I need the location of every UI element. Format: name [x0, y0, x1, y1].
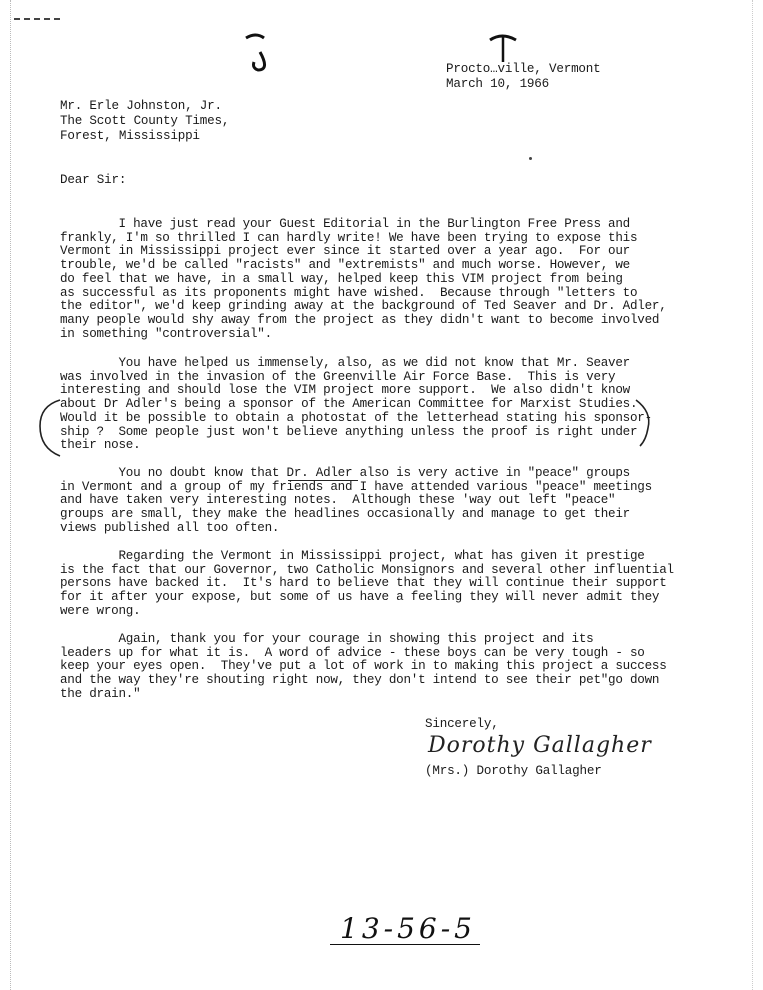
paragraph-line: views published all too often.: [60, 520, 280, 535]
closing: Sincerely,: [425, 717, 499, 731]
paragraph-line: were wrong.: [60, 603, 141, 618]
paragraph-line: leaders up for what it is. A word of advice - these boys can be very tough - so: [60, 645, 645, 660]
paragraph-line: You have helped us immensely, also, as we did not know that Mr. Seaver: [60, 356, 630, 370]
paragraph-line: persons have backed it. It's hard to believe that they will continue their support: [60, 576, 667, 591]
paragraph-line: about Dr Adler's being a sponsor of the American Committee for Marxist Studies.: [60, 397, 638, 412]
paragraph-line: in Vermont and a group of my friends and I have attended various "peace" meetings: [60, 479, 652, 494]
paragraph-5: [60, 633, 667, 702]
place-line: Procto…ville, Vermont: [446, 62, 601, 76]
paragraph-line: and the way they're shouting right now, they don't intend to see their pet"go down: [60, 673, 660, 688]
left-bracket-mark: [34, 396, 64, 460]
paragraph-line: in something "controversial".: [60, 326, 272, 341]
paragraph-line: You no doubt know that Dr. Adler also is very active in "peace" groups: [60, 466, 630, 480]
paragraph-line: trouble, we'd be called "racists" and "extremists" and much worse. However, we: [60, 258, 630, 273]
paragraph-line: I have just read your Guest Editorial in the Burlington Free Press and: [60, 217, 630, 231]
paragraph-line: is the fact that our Governor, two Catholic Monsignors and several other influential: [60, 562, 674, 577]
paragraph-2: [60, 357, 652, 453]
paragraph-4: [60, 550, 674, 619]
paragraph-1: [60, 218, 667, 341]
paragraph-line: Again, thank you for your courage in showing this project and its: [60, 632, 594, 646]
paragraph-line: many people would shy away from the project as they didn't want to become involved: [60, 312, 660, 327]
paragraph-line: Regarding the Vermont in Mississippi project, what has given it prestige: [60, 549, 645, 563]
date-line: March 10, 1966: [446, 77, 550, 91]
typed-name: (Mrs.) Dorothy Gallagher: [425, 764, 602, 778]
right-bracket-mark: [632, 398, 656, 448]
punch-mark-right: [486, 30, 522, 66]
paragraph-3: [60, 467, 652, 536]
stray-dot: [529, 157, 532, 160]
paragraph-line: frankly, I'm so thrilled I can hardly write! We have been trying to expose this: [60, 230, 638, 245]
paragraph-line: was involved in the invasion of the Greenville Air Force Base. This is very: [60, 369, 616, 384]
underline-mark: [288, 480, 358, 481]
paragraph-line: the editor", we'd keep grinding away at the background of Ted Seaver and Dr. Adler,: [60, 299, 667, 314]
file-number: 13-56-5: [340, 912, 476, 945]
paragraph-line: keep your eyes open. They've put a lot of work in to making this project a success: [60, 659, 667, 674]
handwritten-signature: Dorothy Gallagher: [428, 733, 652, 758]
paragraph-line: the drain.": [60, 686, 141, 701]
salutation: Dear Sir:: [60, 173, 127, 187]
right-edge-shadow: [752, 0, 755, 990]
paragraph-line: as successful as its proponents might have wished. Because through "letters to: [60, 285, 638, 300]
paragraph-line: do feel that we have, in a small way, helped keep this VIM project from being: [60, 271, 623, 286]
left-edge-shadow: [10, 0, 13, 990]
recipient-line-1: Mr. Erle Johnston, Jr.: [60, 99, 222, 113]
paragraph-line: and have taken very interesting notes. Although these 'way out left "peace": [60, 493, 616, 508]
paragraph-line: interesting and should lose the VIM project more support. We also didn't know: [60, 383, 630, 398]
top-left-dashes: [14, 18, 60, 22]
paragraph-line: their nose.: [60, 438, 141, 453]
paragraph-line: for it after your expose, but some of us have a feeling they will never admit they: [60, 590, 660, 605]
paragraph-line: ship ? Some people just won't believe anything unless the proof is right under: [60, 424, 638, 439]
paragraph-line: Would it be possible to obtain a photostat of the letterhead stating his sponsor-: [60, 410, 652, 425]
paragraph-line: groups are small, they make the headlines occasionally and manage to get their: [60, 507, 630, 522]
punch-mark-left: [240, 30, 280, 74]
file-number-underline: [330, 944, 480, 945]
recipient-line-2: The Scott County Times,: [60, 114, 230, 128]
paragraph-line: Vermont in Mississippi project ever since it started over a year ago. For our: [60, 244, 630, 259]
recipient-line-3: Forest, Mississippi: [60, 129, 200, 143]
